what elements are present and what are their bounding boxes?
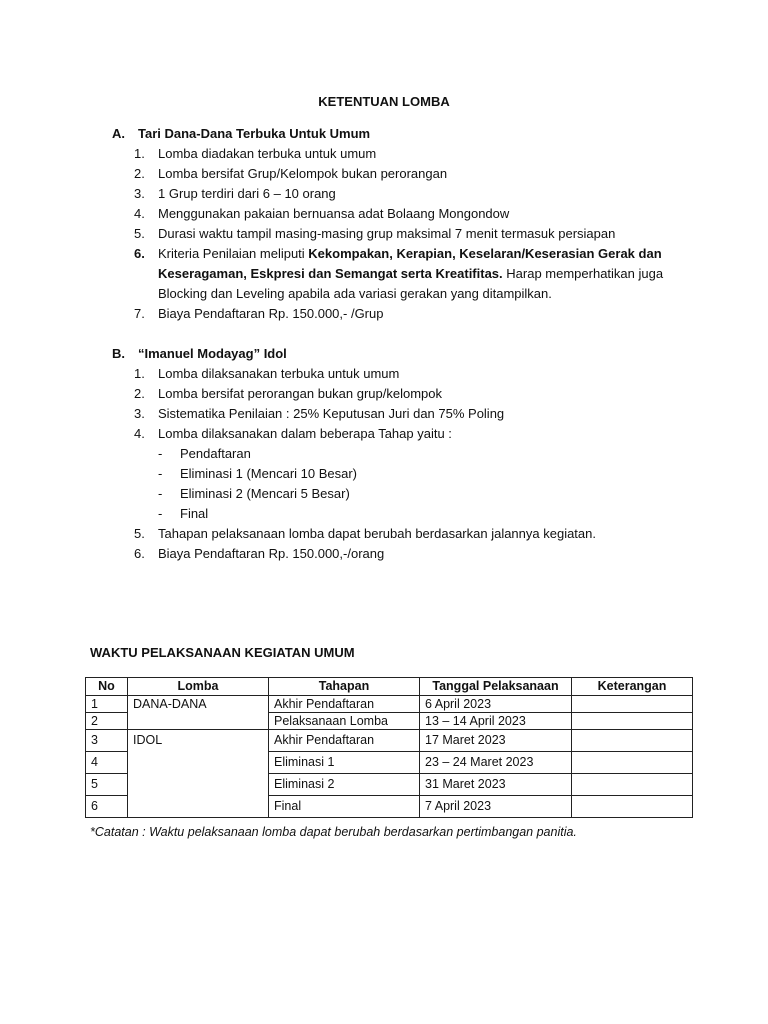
list-item-criteria: 6. Kriteria Penilaian meliputi Kekompakan, Kerapian, Keselaran/Keserasian Gerak dan Keseragaman, Eskpresi dan Semangat serta Kreatifitas. Harap memperhatikan juga Blocking dan Leveling apabila ada variasi gerakan yang ditampilkan. [134,246,664,301]
cell-tahapan: Pelaksanaan Lomba [269,713,420,730]
cell-tahapan: Eliminasi 2 [269,774,420,796]
col-header-lomba: Lomba [128,678,269,696]
list-item: 2. Lomba bersifat Grup/Kelompok bukan perorangan [134,166,448,181]
list-item: 5. Tahapan pelaksanaan lomba dapat berubah berdasarkan jalannya kegiatan. [134,526,596,541]
cell-keterangan [572,696,693,713]
schedule-title: WAKTU PELAKSANAAN KEGIATAN UMUM [90,645,355,660]
list-item: 4. Menggunakan pakaian bernuansa adat Bolaang Mongondow [134,206,510,221]
col-header-keterangan: Keterangan [572,678,693,696]
section-heading [112,344,672,364]
col-header-tahapan: Tahapan [269,678,420,696]
section-title: “Imanuel Modayag” Idol [138,346,287,361]
cell-tahapan: Eliminasi 1 [269,752,420,774]
cell-tahapan: Final [269,796,420,818]
schedule-note: *Catatan : Waktu pelaksanaan lomba dapat berubah berdasarkan pertimbangan panitia. [90,825,577,839]
section-letter: A. [112,126,125,141]
page-title: KETENTUAN LOMBA [318,94,450,109]
stage-item: - Eliminasi 2 (Mencari 5 Besar) [158,486,350,501]
list-item: 2. Lomba bersifat perorangan bukan grup/kelompok [134,386,443,401]
list-item: 3. 1 Grup terdiri dari 6 – 10 orang [134,186,336,201]
rules-list [112,364,672,564]
cell-no: 1 [86,696,128,713]
section-letter: B. [112,346,125,361]
list-item: 1. Lomba dilaksanakan terbuka untuk umum [134,366,400,381]
list-item: 4. Lomba dilaksanakan dalam beberapa Tahap yaitu : - Pendaftaran - Eliminasi 1 (Mencari 10 Besar) - Eliminasi 2 (Mencari 5 Besar) - Final [112,424,672,524]
cell-no: 5 [86,774,128,796]
section-title: Tari Dana-Dana Terbuka Untuk Umum [138,126,371,141]
col-header-no: No [86,678,128,696]
list-item: 1. Lomba diadakan terbuka untuk umum [134,146,377,161]
cell-lomba: IDOL [128,730,269,818]
cell-tanggal: 31 Maret 2023 [420,774,572,796]
cell-tanggal: 7 April 2023 [420,796,572,818]
stage-item: - Eliminasi 1 (Mencari 10 Besar) [158,466,358,481]
cell-lomba: DANA-DANA [128,696,269,730]
stage-item: - Pendaftaran [158,446,251,461]
table-row [86,696,693,713]
list-item: 6. Biaya Pendaftaran Rp. 150.000,-/orang [134,546,385,561]
section-idol [112,344,672,564]
stage-item: - Final [158,506,209,521]
list-item: 3. Sistematika Penilaian : 25% Keputusan Juri dan 75% Poling [134,406,505,421]
cell-tahapan: Akhir Pendaftaran [269,730,420,752]
table-row [86,730,693,752]
col-header-tanggal: Tanggal Pelaksanaan [420,678,572,696]
cell-no: 4 [86,752,128,774]
section-tari-dana-dana [112,124,672,324]
list-item: 5. Durasi waktu tampil masing-masing grup maksimal 7 menit termasuk persiapan [134,226,616,241]
table-header-row [86,678,693,696]
rules-list [112,144,672,324]
cell-no: 2 [86,713,128,730]
cell-tanggal: 6 April 2023 [420,696,572,713]
cell-keterangan [572,713,693,730]
cell-keterangan [572,774,693,796]
cell-no: 6 [86,796,128,818]
schedule-table [85,677,693,818]
section-heading [112,124,672,144]
cell-tanggal: 23 – 24 Maret 2023 [420,752,572,774]
list-item: 7. Biaya Pendaftaran Rp. 150.000,- /Grup [134,306,384,321]
cell-keterangan [572,796,693,818]
cell-tahapan: Akhir Pendaftaran [269,696,420,713]
cell-no: 3 [86,730,128,752]
stages-list [158,444,672,524]
cell-keterangan [572,752,693,774]
cell-keterangan [572,730,693,752]
cell-tanggal: 17 Maret 2023 [420,730,572,752]
cell-tanggal: 13 – 14 April 2023 [420,713,572,730]
